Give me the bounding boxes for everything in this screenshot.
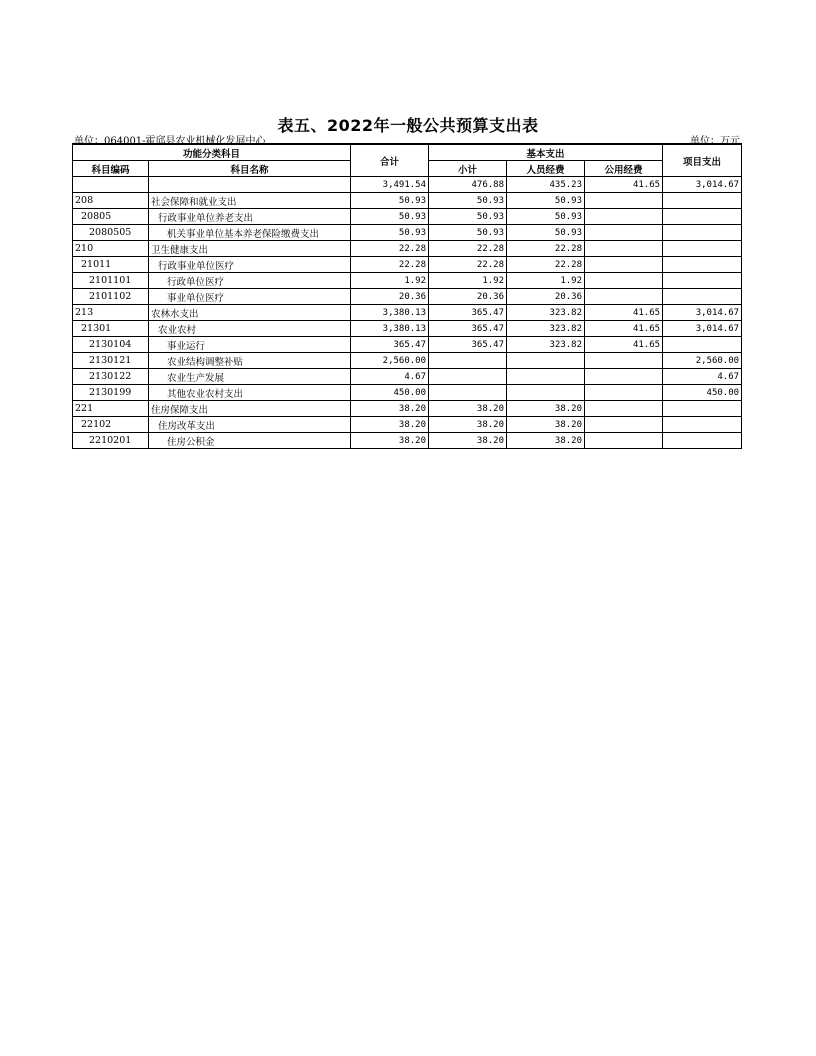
cell-name: 机关事业单位基本养老保险缴费支出: [149, 225, 351, 241]
cell-public: [585, 417, 663, 433]
cell-code: 2130104: [73, 337, 149, 353]
cell-subtotal: 38.20: [429, 433, 507, 449]
cell-name: 事业运行: [149, 337, 351, 353]
cell-total: 1.92: [351, 273, 429, 289]
table-body: [73, 177, 742, 449]
cell-total: 38.20: [351, 417, 429, 433]
cell-code: 2130122: [73, 369, 149, 385]
unit-organization: 单位：064001-霍邱县农业机械化发展中心: [74, 136, 266, 147]
cell-project: [663, 337, 742, 353]
cell-project: [663, 209, 742, 225]
cell-public: 41.65: [585, 305, 663, 321]
cell-personnel: 50.93: [507, 193, 585, 209]
cell-personnel: 1.92: [507, 273, 585, 289]
cell-name: 农业结构调整补贴: [149, 353, 351, 369]
cell-code: 21301: [73, 321, 149, 337]
table-row: [73, 369, 742, 385]
cell-subtotal: [429, 385, 507, 401]
cell-total: 4.67: [351, 369, 429, 385]
cell-personnel: 323.82: [507, 337, 585, 353]
cell-name: 行政单位医疗: [149, 273, 351, 289]
cell-code: 2210201: [73, 433, 149, 449]
cell-subtotal: 20.36: [429, 289, 507, 305]
cell-public: [585, 369, 663, 385]
cell-total: 2,560.00: [351, 353, 429, 369]
cell-public: [585, 225, 663, 241]
cell-personnel: 20.36: [507, 289, 585, 305]
header-subtotal: 小计: [429, 161, 507, 177]
cell-public: [585, 289, 663, 305]
cell-name: 住房公积金: [149, 433, 351, 449]
cell-personnel: [507, 369, 585, 385]
cell-personnel: 435.23: [507, 177, 585, 193]
cell-code: [73, 177, 149, 193]
cell-name: 农林水支出: [149, 305, 351, 321]
cell-code: 210: [73, 241, 149, 257]
cell-public: 41.65: [585, 337, 663, 353]
unit-amount: 单位：万元: [690, 136, 740, 147]
cell-project: 450.00: [663, 385, 742, 401]
cell-code: 20805: [73, 209, 149, 225]
cell-name: [149, 177, 351, 193]
cell-project: [663, 241, 742, 257]
table-row: [73, 273, 742, 289]
cell-subtotal: 22.28: [429, 257, 507, 273]
cell-subtotal: 1.92: [429, 273, 507, 289]
cell-subtotal: 38.20: [429, 417, 507, 433]
cell-personnel: 22.28: [507, 257, 585, 273]
cell-project: 3,014.67: [663, 305, 742, 321]
table-row: [73, 257, 742, 273]
header-personnel: 人员经费: [507, 161, 585, 177]
cell-subtotal: 50.93: [429, 193, 507, 209]
header-public: 公用经费: [585, 161, 663, 177]
header-code: 科目编码: [73, 161, 149, 177]
cell-public: 41.65: [585, 177, 663, 193]
cell-personnel: [507, 385, 585, 401]
cell-code: 221: [73, 401, 149, 417]
cell-public: [585, 433, 663, 449]
cell-project: [663, 417, 742, 433]
cell-public: 41.65: [585, 321, 663, 337]
header-name: 科目名称: [149, 161, 351, 177]
cell-subtotal: 50.93: [429, 225, 507, 241]
cell-public: [585, 353, 663, 369]
cell-project: 3,014.67: [663, 177, 742, 193]
cell-project: 2,560.00: [663, 353, 742, 369]
cell-total: 365.47: [351, 337, 429, 353]
table-row: [73, 209, 742, 225]
cell-code: 2101102: [73, 289, 149, 305]
cell-personnel: [507, 353, 585, 369]
page-title: 表五、2022年一般公共预算支出表: [277, 116, 539, 135]
header-total: 合计: [351, 144, 429, 177]
cell-project: [663, 225, 742, 241]
table-row: [73, 241, 742, 257]
cell-project: [663, 401, 742, 417]
cell-personnel: 22.28: [507, 241, 585, 257]
cell-public: [585, 209, 663, 225]
cell-code: 22102: [73, 417, 149, 433]
cell-project: 4.67: [663, 369, 742, 385]
cell-subtotal: [429, 353, 507, 369]
cell-total: 3,380.13: [351, 321, 429, 337]
cell-personnel: 50.93: [507, 209, 585, 225]
table-row: [73, 289, 742, 305]
cell-code: 2130121: [73, 353, 149, 369]
cell-personnel: 323.82: [507, 321, 585, 337]
cell-personnel: 38.20: [507, 417, 585, 433]
table-row: [73, 433, 742, 449]
cell-subtotal: 365.47: [429, 337, 507, 353]
cell-subtotal: 38.20: [429, 401, 507, 417]
table-row: [73, 353, 742, 369]
table-row: [73, 225, 742, 241]
table-row: [73, 305, 742, 321]
cell-name: 住房保障支出: [149, 401, 351, 417]
cell-subtotal: 50.93: [429, 209, 507, 225]
cell-personnel: 50.93: [507, 225, 585, 241]
cell-personnel: 323.82: [507, 305, 585, 321]
header-function-category: 功能分类科目: [73, 144, 351, 161]
cell-total: 3,491.54: [351, 177, 429, 193]
cell-subtotal: 476.88: [429, 177, 507, 193]
cell-public: [585, 385, 663, 401]
table-row: [73, 177, 742, 193]
cell-name: 农业农村: [149, 321, 351, 337]
cell-project: [663, 193, 742, 209]
cell-code: 213: [73, 305, 149, 321]
cell-total: 3,380.13: [351, 305, 429, 321]
cell-public: [585, 241, 663, 257]
budget-table: [72, 143, 742, 449]
cell-project: [663, 257, 742, 273]
cell-total: 22.28: [351, 241, 429, 257]
cell-subtotal: [429, 369, 507, 385]
cell-code: 2080505: [73, 225, 149, 241]
cell-name: 社会保障和就业支出: [149, 193, 351, 209]
cell-personnel: 38.20: [507, 401, 585, 417]
cell-subtotal: 365.47: [429, 305, 507, 321]
cell-total: 20.36: [351, 289, 429, 305]
cell-total: 50.93: [351, 225, 429, 241]
table-row: [73, 417, 742, 433]
cell-name: 卫生健康支出: [149, 241, 351, 257]
cell-total: 50.93: [351, 209, 429, 225]
table-row: [73, 337, 742, 353]
cell-public: [585, 401, 663, 417]
cell-subtotal: 22.28: [429, 241, 507, 257]
header-project: 项目支出: [663, 144, 742, 177]
cell-name: 其他农业农村支出: [149, 385, 351, 401]
cell-name: 事业单位医疗: [149, 289, 351, 305]
cell-code: 208: [73, 193, 149, 209]
cell-name: 住房改革支出: [149, 417, 351, 433]
header-basic: 基本支出: [429, 144, 663, 161]
table-row: [73, 401, 742, 417]
cell-name: 农业生产发展: [149, 369, 351, 385]
cell-public: [585, 257, 663, 273]
cell-total: 38.20: [351, 401, 429, 417]
cell-subtotal: 365.47: [429, 321, 507, 337]
cell-name: 行政事业单位医疗: [149, 257, 351, 273]
cell-project: [663, 289, 742, 305]
cell-project: [663, 433, 742, 449]
table-row: [73, 321, 742, 337]
table-row: [73, 385, 742, 401]
table-row: [73, 193, 742, 209]
cell-total: 50.93: [351, 193, 429, 209]
cell-public: [585, 273, 663, 289]
cell-code: 2130199: [73, 385, 149, 401]
cell-project: 3,014.67: [663, 321, 742, 337]
cell-project: [663, 273, 742, 289]
cell-code: 2101101: [73, 273, 149, 289]
cell-code: 21011: [73, 257, 149, 273]
cell-total: 22.28: [351, 257, 429, 273]
cell-name: 行政事业单位养老支出: [149, 209, 351, 225]
cell-total: 38.20: [351, 433, 429, 449]
cell-total: 450.00: [351, 385, 429, 401]
cell-public: [585, 193, 663, 209]
cell-personnel: 38.20: [507, 433, 585, 449]
